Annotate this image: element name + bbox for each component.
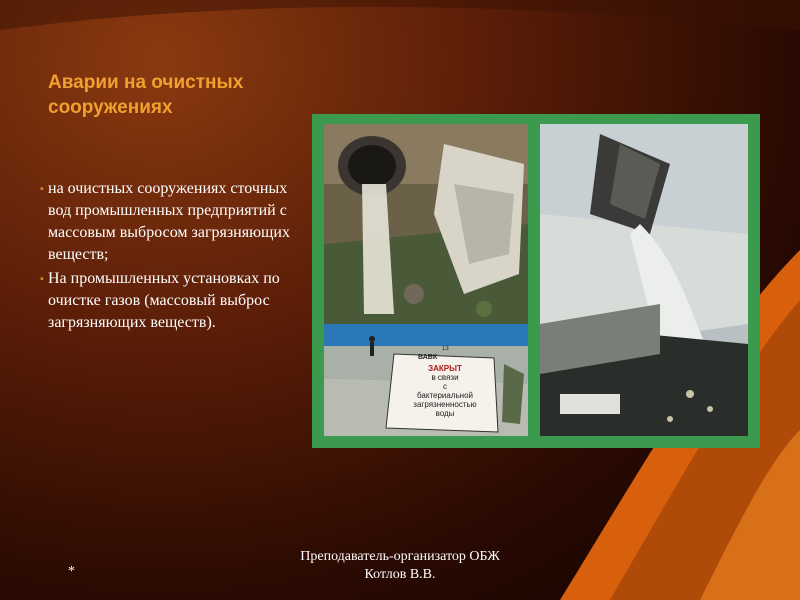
author-line-1: Преподаватель-организатор ОБЖ [300,549,500,564]
sign-number: 13 [442,346,449,352]
bullet-text: На промышленных установках по очистке газов (массовый выброс загрязняющих веществ). [48,270,280,331]
bullet-text: на очистных сооружениях сточных вод промышленных предприятий с массовым выбросом загрязняющих веществ; [48,180,290,263]
photo-closed-sign [324,324,528,436]
author-line-2: Котлов В.В. [364,567,436,582]
photo-collage [312,114,760,448]
bullet-list [40,178,302,336]
bullet-icon: ▪ [40,273,44,285]
sign-line: воды [435,409,455,418]
footer-star: * [68,564,75,579]
photo-spillway [540,124,748,436]
sign-line: в связи [431,373,459,382]
bullet-item [40,268,302,334]
bullet-item [40,178,302,266]
sign-line: загрязненностью [413,400,477,409]
sign-line: ЗАКРЫТ [428,364,462,373]
photo-sewage-pipe [324,124,528,324]
sign-brand: ВАВК [418,354,438,361]
sign-line: бактериальной [417,391,473,400]
bullet-icon: ▪ [40,183,44,195]
footer-author [270,548,530,584]
sign-text [398,364,492,418]
slide-title: Аварии на очистных сооружениях [48,72,244,118]
sign-line: с [443,382,447,391]
